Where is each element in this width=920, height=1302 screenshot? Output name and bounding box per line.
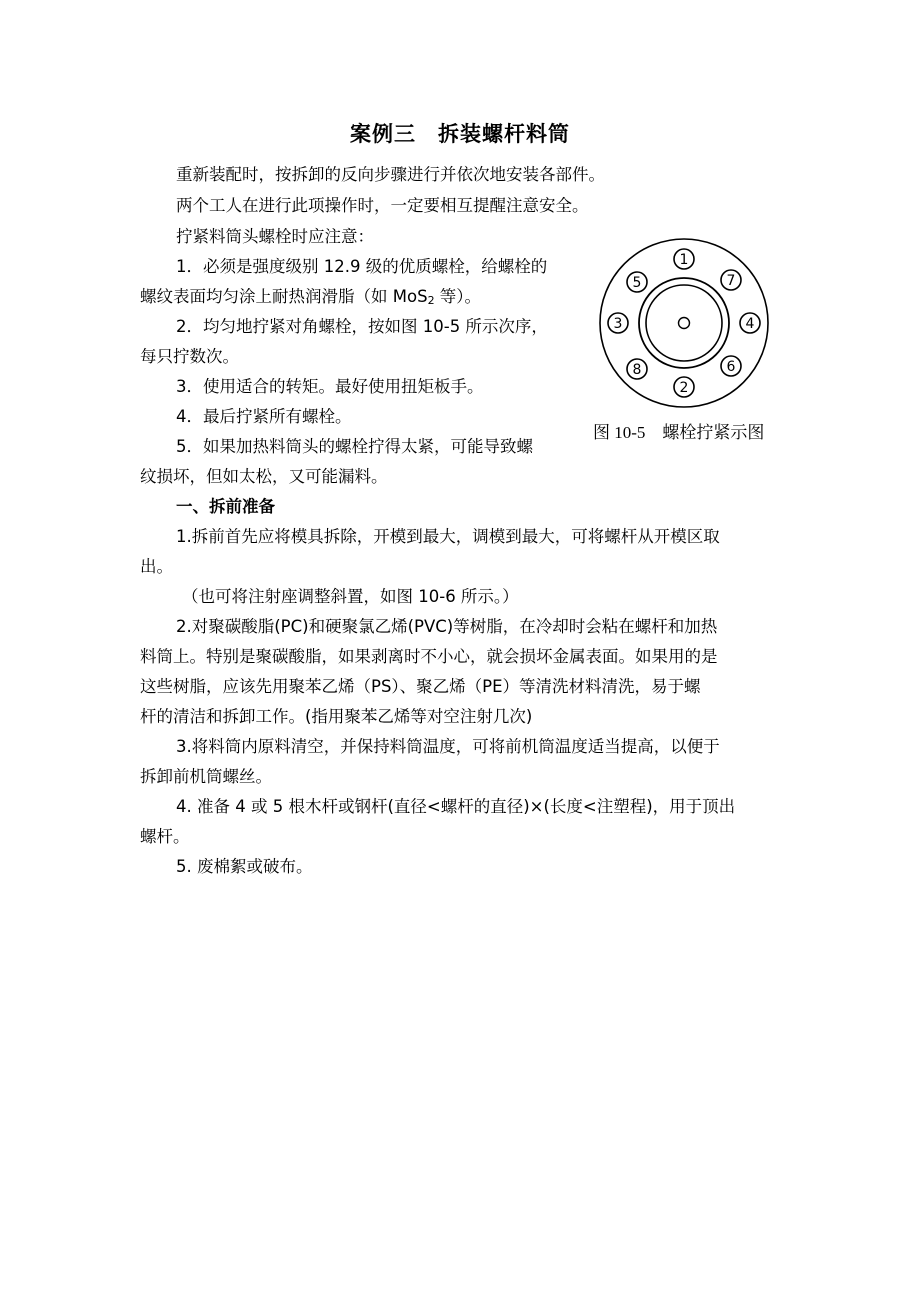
step-2-line-4: 杆的清洁和拆卸工作。(指用聚苯乙烯等对空注射几次) bbox=[140, 707, 533, 726]
step-3-line-2: 拆卸前机筒螺丝。 bbox=[140, 767, 272, 786]
step-1-line-2: 出。 bbox=[140, 557, 173, 576]
step-4-line-2: 螺杆。 bbox=[140, 827, 190, 846]
step-2-line-1: 2.对聚碳酸脂(PC)和硬聚氯乙烯(PVC)等树脂，在冷却时会粘在螺杆和加热 bbox=[176, 617, 718, 636]
step-1-note: （也可将注射座调整斜置，如图 10-6 所示。） bbox=[182, 587, 519, 606]
intro-paragraph-2: 两个工人在进行此项操作时，一定要相互提醒注意安全。 bbox=[176, 196, 589, 215]
step-2-line-3: 这些树脂，应该先用聚苯乙烯（PS）、聚乙烯（PE）等清洗材料清洗，易于螺 bbox=[140, 677, 701, 696]
intro-paragraph-1: 重新装配时，按拆卸的反向步骤进行并依次地安装各部件。 bbox=[176, 165, 605, 184]
bolt-markers bbox=[608, 249, 760, 397]
bolt-label-1: 1 bbox=[679, 252, 689, 268]
subscript: 2 bbox=[427, 294, 435, 307]
step-1-line-1: 1.拆前首先应将模具拆除，开模到最大，调模到最大，可将螺杆从开模区取 bbox=[176, 527, 720, 546]
barrel-outer-ring bbox=[639, 278, 729, 368]
bolt-label-7: 7 bbox=[726, 273, 736, 289]
bolt-label-5: 5 bbox=[632, 275, 642, 291]
note-5-line-1: 5．如果加热料筒头的螺栓拧得太紧，可能导致螺 bbox=[176, 437, 533, 456]
note-4: 4．最后拧紧所有螺栓。 bbox=[176, 407, 352, 426]
intro-paragraph-3: 拧紧料筒头螺栓时应注意： bbox=[176, 227, 374, 246]
bolt-label-4: 4 bbox=[745, 316, 755, 332]
note-3: 3．使用适合的转矩。最好使用扭矩板手。 bbox=[176, 377, 484, 396]
barrel-inner-ring bbox=[646, 285, 722, 361]
bolt-label-2: 2 bbox=[679, 380, 689, 396]
section-heading: 一、拆前准备 bbox=[176, 497, 275, 516]
bolt-tightening-diagram bbox=[596, 237, 772, 413]
note-2-line-2: 每只拧数次。 bbox=[140, 347, 239, 366]
bolt-label-3: 3 bbox=[613, 316, 623, 332]
note-5-line-2: 纹损坏，但如太松，又可能漏料。 bbox=[140, 467, 388, 486]
bolt-label-8: 8 bbox=[632, 362, 642, 378]
note-1-line-1: 1．必须是强度级别 12.9 级的优质螺栓，给螺栓的 bbox=[176, 257, 548, 276]
figure-caption: 图 10-5 螺栓拧紧示图 bbox=[593, 423, 765, 442]
step-2-line-2: 料筒上。特别是聚碳酸脂，如果剥离时不小心，就会损坏金属表面。如果用的是 bbox=[140, 647, 718, 666]
bolt-label-6: 6 bbox=[726, 359, 736, 375]
step-3-line-1: 3.将料筒内原料清空，并保持料筒温度，可将前机筒温度适当提高，以便于 bbox=[176, 737, 720, 756]
note-1-line-2: 螺纹表面均匀涂上耐热润滑脂（如 MoS$_2$ 等）。 bbox=[140, 287, 482, 307]
page-title: 案例三 拆装螺杆料筒 bbox=[350, 122, 570, 146]
step-5: 5. 废棉絮或破布。 bbox=[176, 857, 313, 876]
nozzle-hole bbox=[679, 318, 690, 329]
note-2-line-1: 2．均匀地拧紧对角螺栓，按如图 10-5 所示次序， bbox=[176, 317, 548, 336]
step-4-line-1: 4. 准备 4 或 5 根木杆或钢杆(直径<螺杆的直径)×(长度<注塑程)，用于顶出 bbox=[176, 797, 736, 816]
